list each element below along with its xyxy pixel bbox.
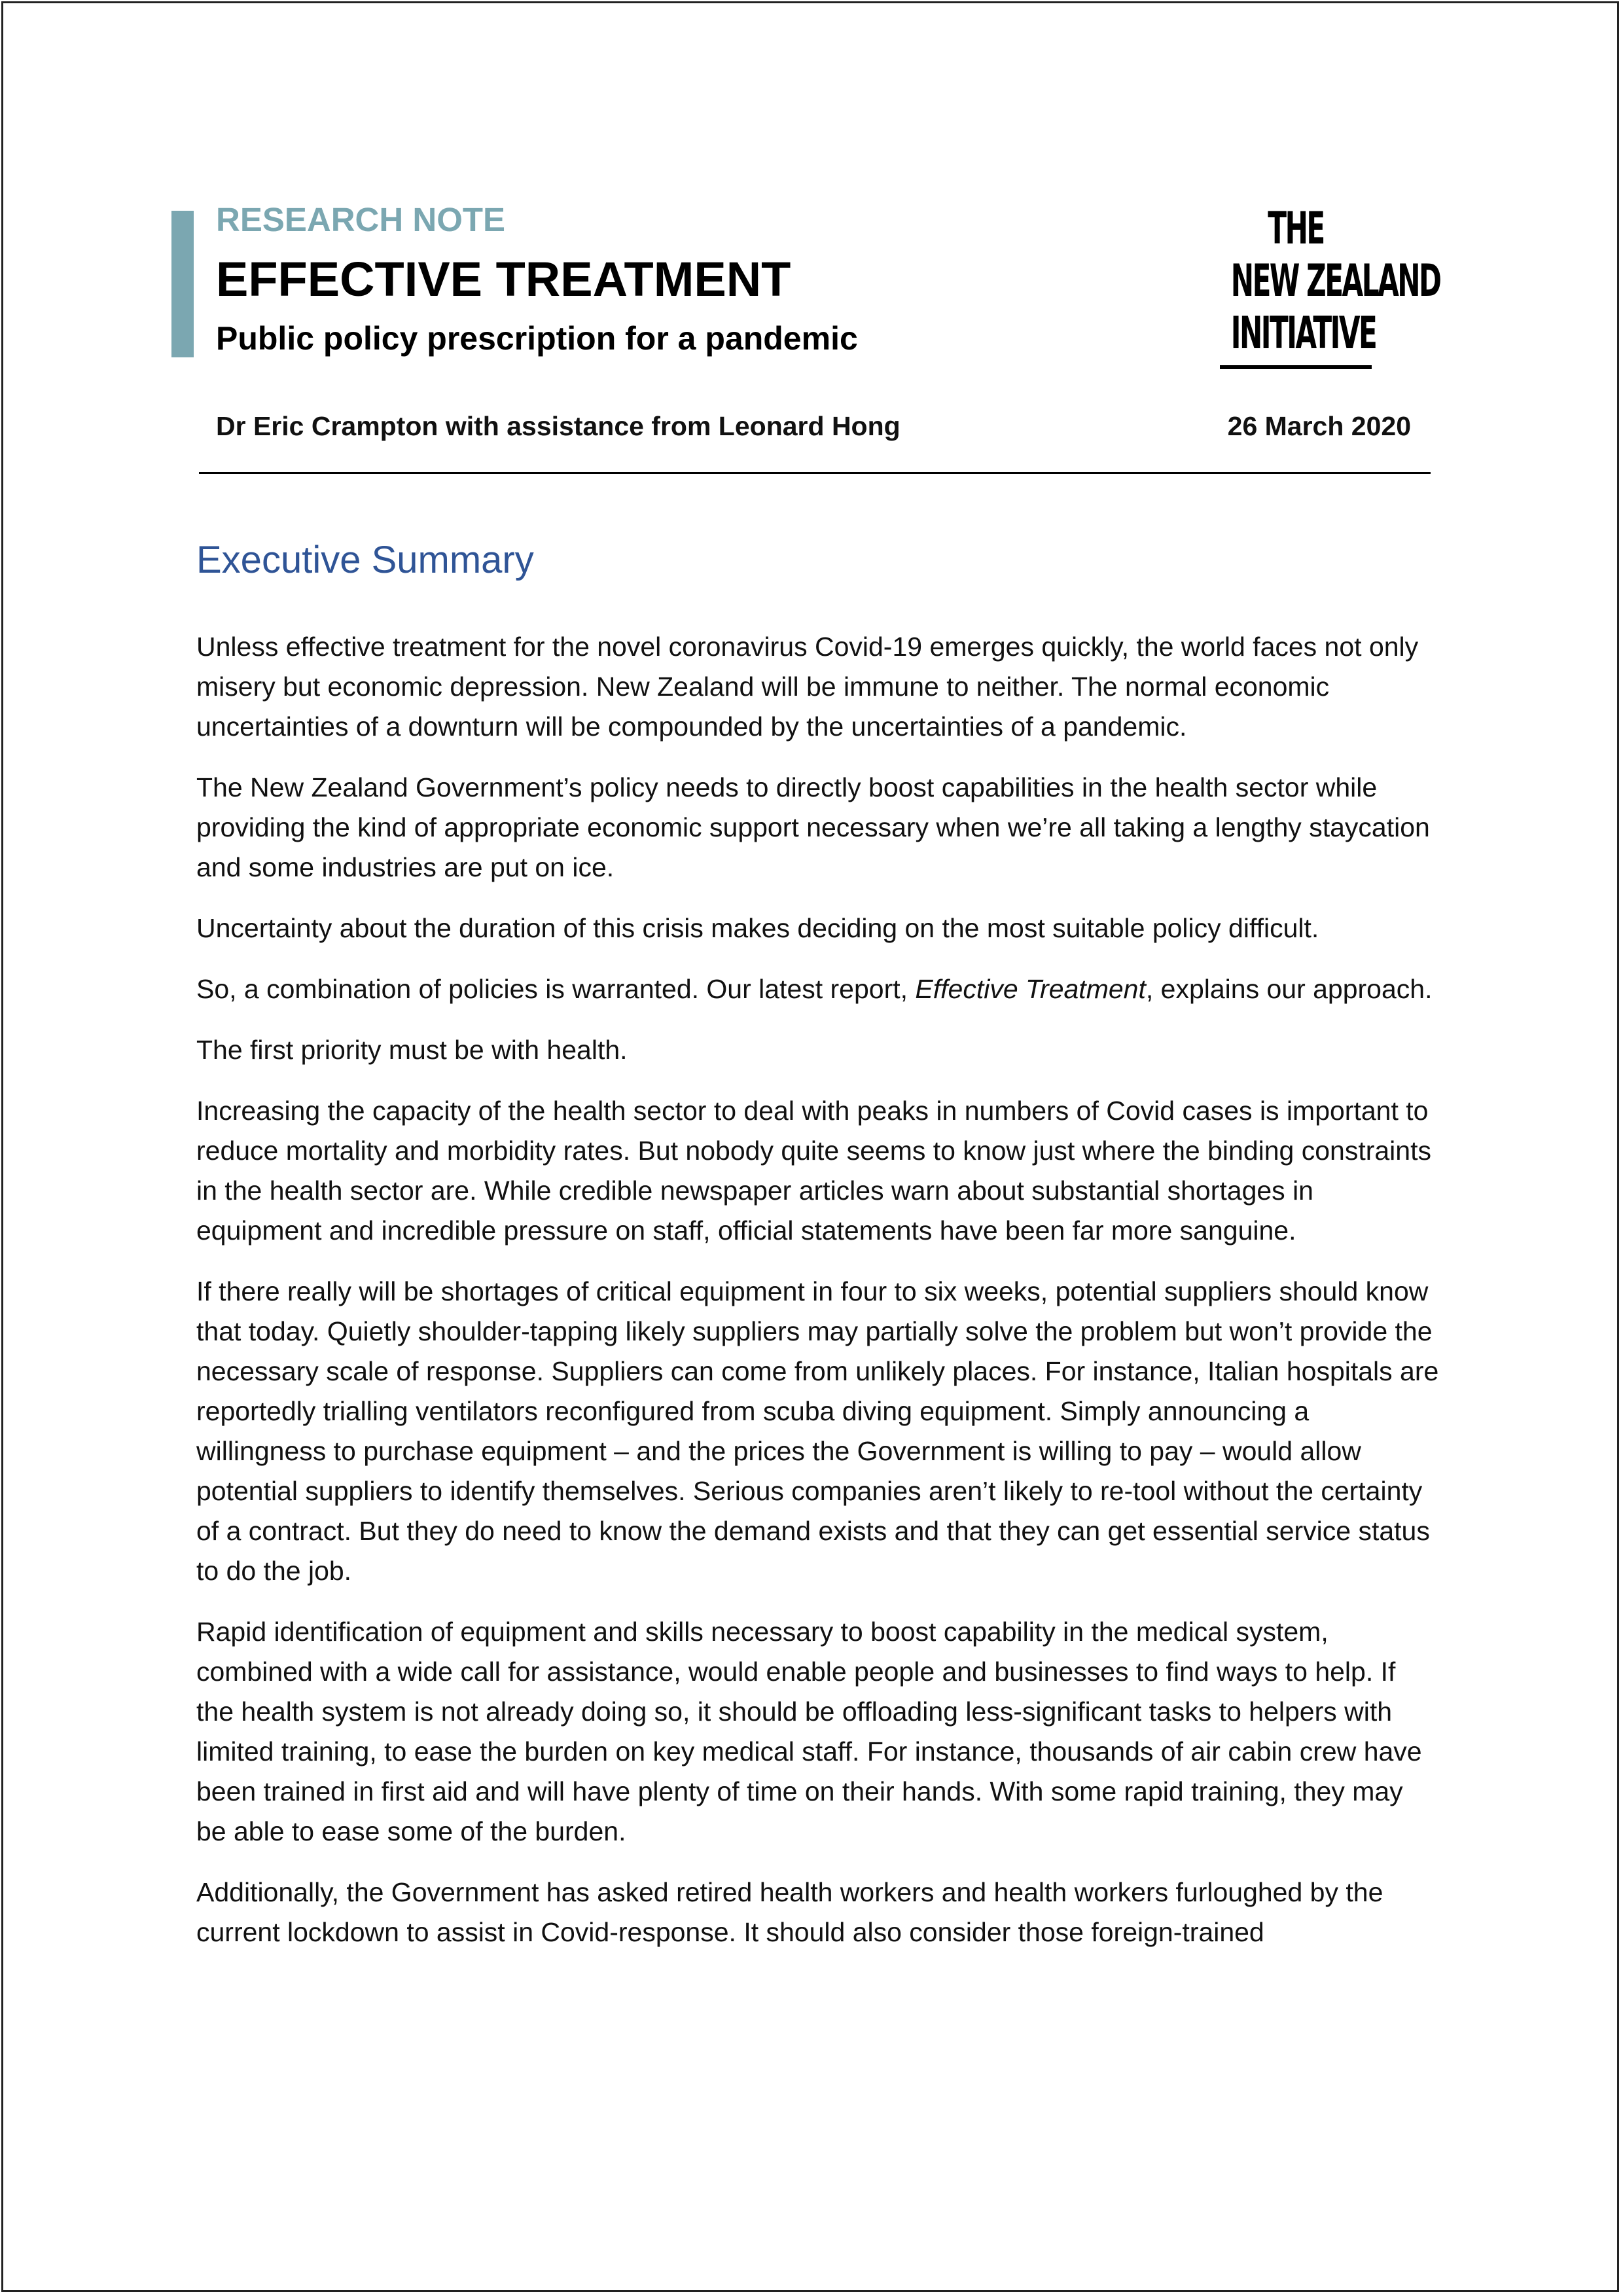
logo-line-2: NEW ZEALAND: [1230, 255, 1440, 307]
header-divider: [199, 472, 1431, 474]
report-title-italic: Effective Treatment: [915, 974, 1146, 1004]
document-kicker: RESEARCH NOTE: [216, 201, 506, 238]
paragraph-4: [196, 969, 1440, 1009]
paragraph-9: Additionally, the Government has asked retired health workers and health workers furloughed by the current lockdown to assist in Covid-response. It should also consider those foreign-trained: [196, 1877, 1383, 1947]
nz-initiative-logo: [1191, 203, 1440, 369]
publication-date: 26 March 2020: [1227, 411, 1411, 441]
section-heading: Executive Summary: [196, 539, 534, 581]
paragraph-7: If there really will be shortages of critical equipment in four to six weeks, potential suppliers should know that today. Quietly shoulder-tapping likely suppliers may partially solve the problem but won’t provide the necessary scale of response. Suppliers can come from unlikely places. For instance, Italian hospitals are reportedly trialling ventilators reconfigured from scuba diving equipment. Simply announcing a willingness to purchase equipment – and the prices the Government is willing to pay – would allow potential suppliers to identify themselves. Serious companies aren’t likely to re-tool without the certainty of a contract. But they do need to know the demand exists and that they can get essential service status to do the job.: [196, 1276, 1439, 1586]
logo-line-1: THE: [1268, 203, 1324, 255]
document-title: EFFECTIVE TREATMENT: [216, 252, 791, 306]
paragraph-1: Unless effective treatment for the novel coronavirus Covid-19 emerges quickly, the world faces not only misery but economic depression. New Zealand will be immune to neither. The normal economic uncertainties of a downturn will be compounded by the uncertainties of a pandemic.: [196, 632, 1419, 742]
paragraph-5: The first priority must be with health.: [196, 1035, 628, 1065]
paragraph-8: Rapid identification of equipment and skills necessary to boost capability in the medical system, combined with a wide call for assistance, would enable people and businesses to find ways to help. If the health system is not already doing so, it should be offloading less-significant tasks to helpers with limited training, to ease the burden on key medical staff. For instance, thousands of air cabin crew have been trained in first aid and will have plenty of time on their hands. With some rapid training, they may be able to ease some of the burden.: [196, 1617, 1422, 1846]
paragraph-6: Increasing the capacity of the health sector to deal with peaks in numbers of Covid cases is important to reduce mortality and morbidity rates. But nobody quite seems to know just where the binding constraints in the health sector are. While credible newspaper articles warn about substantial shortages in equipment and incredible pressure on staff, official statements have been far more sanguine.: [196, 1096, 1431, 1246]
paragraph-4-start: So, a combination of policies is warranted. Our latest report,: [196, 974, 916, 1004]
paragraph-2: The New Zealand Government’s policy needs to directly boost capabilities in the health sector while providing the kind of appropriate economic support necessary when we’re all taking a lengthy staycation and some industries are put on ice.: [196, 772, 1430, 882]
logo-underline: [1220, 365, 1372, 369]
document-subtitle: Public policy prescription for a pandemic: [216, 320, 858, 357]
accent-bar: [171, 211, 194, 357]
author-line: Dr Eric Crampton with assistance from Leonard Hong: [216, 411, 901, 441]
paragraph-4-end: , explains our approach.: [1145, 974, 1433, 1004]
body-text: [196, 627, 1440, 1973]
paragraph-3: Uncertainty about the duration of this crisis makes deciding on the most suitable policy difficult.: [196, 913, 1319, 943]
logo-line-3: INITIATIVE: [1230, 308, 1376, 359]
